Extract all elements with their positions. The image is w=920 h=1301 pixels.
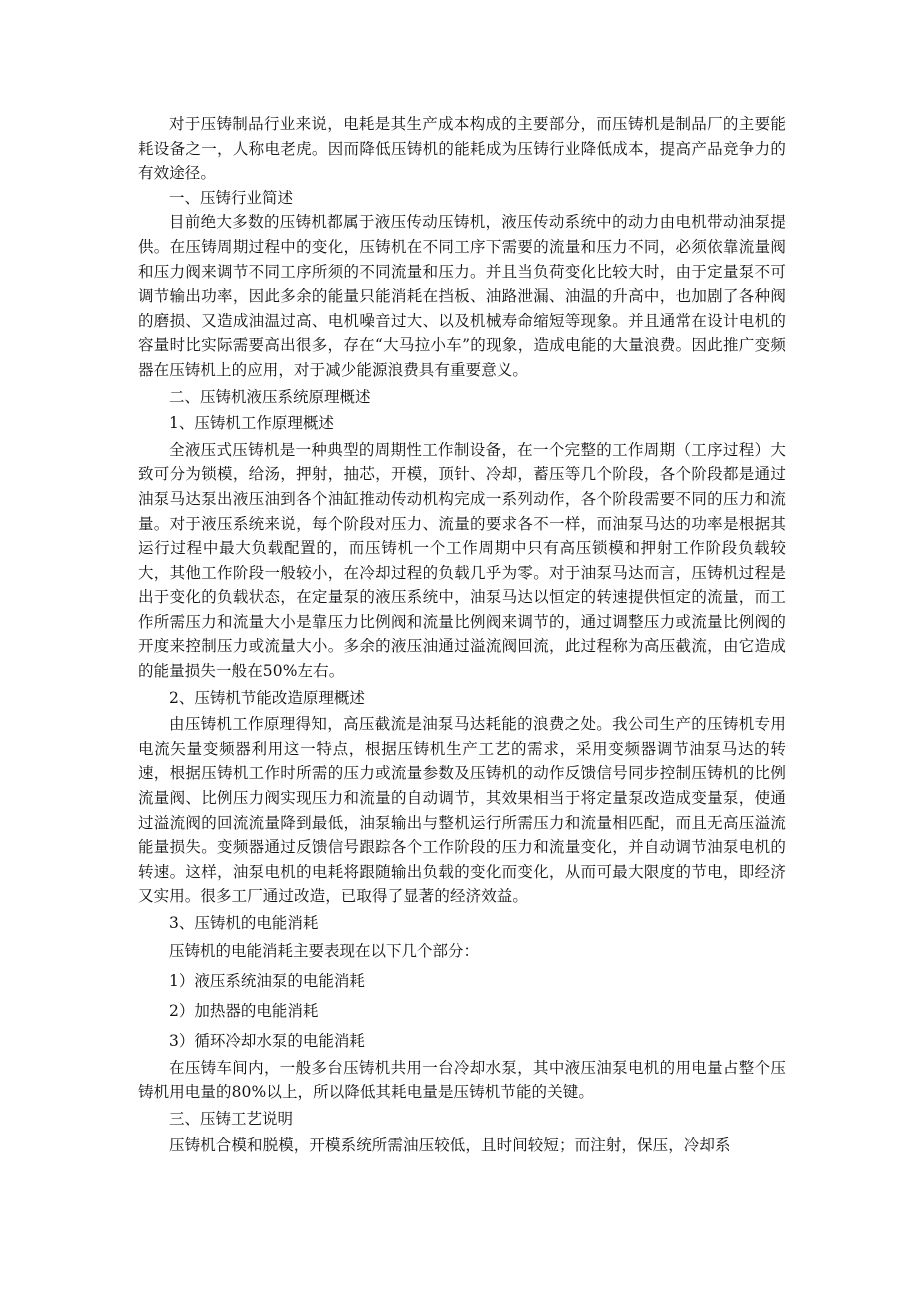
subsection3-intro: 压铸机的电能消耗主要表现在以下几个部分： [169,941,480,960]
section2-heading: 二、压铸机液压系统原理概述 [169,387,371,406]
section1-heading: 一、压铸行业简述 [169,188,294,207]
subsection3-paragraph: 在压铸车间内，一般多台压铸机共用一台冷却水泵，其中液压油泵电机的用电量占整个压铸机用电量的80%以上，所以降低其耗电量是压铸机节能的关键。 [138,1058,786,1102]
list-item: 3）循环冷却水泵的电能消耗 [169,1031,365,1050]
subsection2-paragraph: 由压铸机工作原理得知，高压截流是油泵马达耗能的浪费之处。我公司生产的压铸机专用电流矢量变频器利用这一特点，根据压铸机生产工艺的需求，采用变频器调节油泵马达的转速，根据压铸机工作时所需的压力或流量参数及压铸机的动作反馈信号同步控制压铸机的比例流量阀、比例压力阀实现压力和流量的自动调节，其效果相当于将定量泵改造成变量泵，使通过溢流阀的回流流量降到最低，油泵输出与整机运行所需压力和流量相匹配，而且无高压溢流能量损失。变频器通过反馈信号跟踪各个工作阶段的压力和流量变化，并自动调节油泵电机的转速。这样，油泵电机的电耗将跟随输出负载的变化而变化，从而可最大限度的节电，即经济又实用。很多工厂通过改造，已取得了显著的经济效益。 [138,715,786,906]
list-item: 2）加热器的电能消耗 [169,1001,319,1020]
section3-paragraph: 压铸机合模和脱模，开模系统所需油压较低，且时间较短；而注射，保压，冷却系 [169,1136,731,1155]
list-item: 1）液压系统油泵的电能消耗 [169,971,365,990]
intro-paragraph: 对于压铸制品行业来说，电耗是其生产成本构成的主要部分，而压铸机是制品厂的主要能耗设备之一，人称电老虎。因而降低压铸机的能耗成为压铸行业降低成本，提高产品竞争力的有效途径。 [138,115,786,183]
subsection1-paragraph: 全液压式压铸机是一种典型的周期性工作制设备，在一个完整的工作周期（工序过程）大致可分为锁模，给汤，押射，抽芯，开模，顶针、冷却，蓄压等几个阶段，各个阶段都是通过油泵马达泵出液压油到各个油缸推动传动机构完成一系列动作，各个阶段需要不同的压力和流量。对于液压系统来说，每个阶段对压力、流量的要求各不一样，而油泵马达的功率是根据其运行过程中最大负载配置的，而压铸机一个工作周期中只有高压锁模和押射工作阶段负载较大，其他工作阶段一般较小，在冷却过程的负载几乎为零。对于油泵马达而言，压铸机过程是出于变化的负载状态，在定量泵的液压系统中，油泵马达以恒定的转速提供恒定的流量，而工作所需压力和流量大小是靠压力比例阀和流量比例阀来调节的，通过调整压力或流量比例阀的开度来控制压力或流量大小。多余的液压油通过溢流阀回流，此过程称为高压截流，由它造成的能量损失一般在50%左右。 [138,440,786,681]
section1-paragraph: 目前绝大多数的压铸机都属于液压传动压铸机，液压传动系统中的动力由电机带动油泵提供。在压铸周期过程中的变化，压铸机在不同工序下需要的流量和压力不同，必须依靠流量阀和压力阀来调节不同工序所须的不同流量和压力。并且当负荷变化比较大时，由于定量泵不可调节输出功率，因此多余的能量只能消耗在挡板、油路泄漏、油温的升高中，也加剧了各种阀的磨损、又造成油温过高、电机噪音过大、以及机械寿命缩短等现象。并且通常在设计电机的容量时比实际需要高出很多，存在“大马拉小车”的现象，造成电能的大量浪费。因此推广变频器在压铸机上的应用，对于减少能源浪费具有重要意义。 [138,213,786,379]
document-page [138,112,786,1158]
subsection3-heading: 3、压铸机的电能消耗 [169,914,319,932]
subsection1-heading: 1、压铸机工作原理概述 [169,414,334,433]
subsection2-heading: 2、压铸机节能改造原理概述 [169,688,365,707]
section3-heading: 三、压铸工艺说明 [169,1109,294,1128]
